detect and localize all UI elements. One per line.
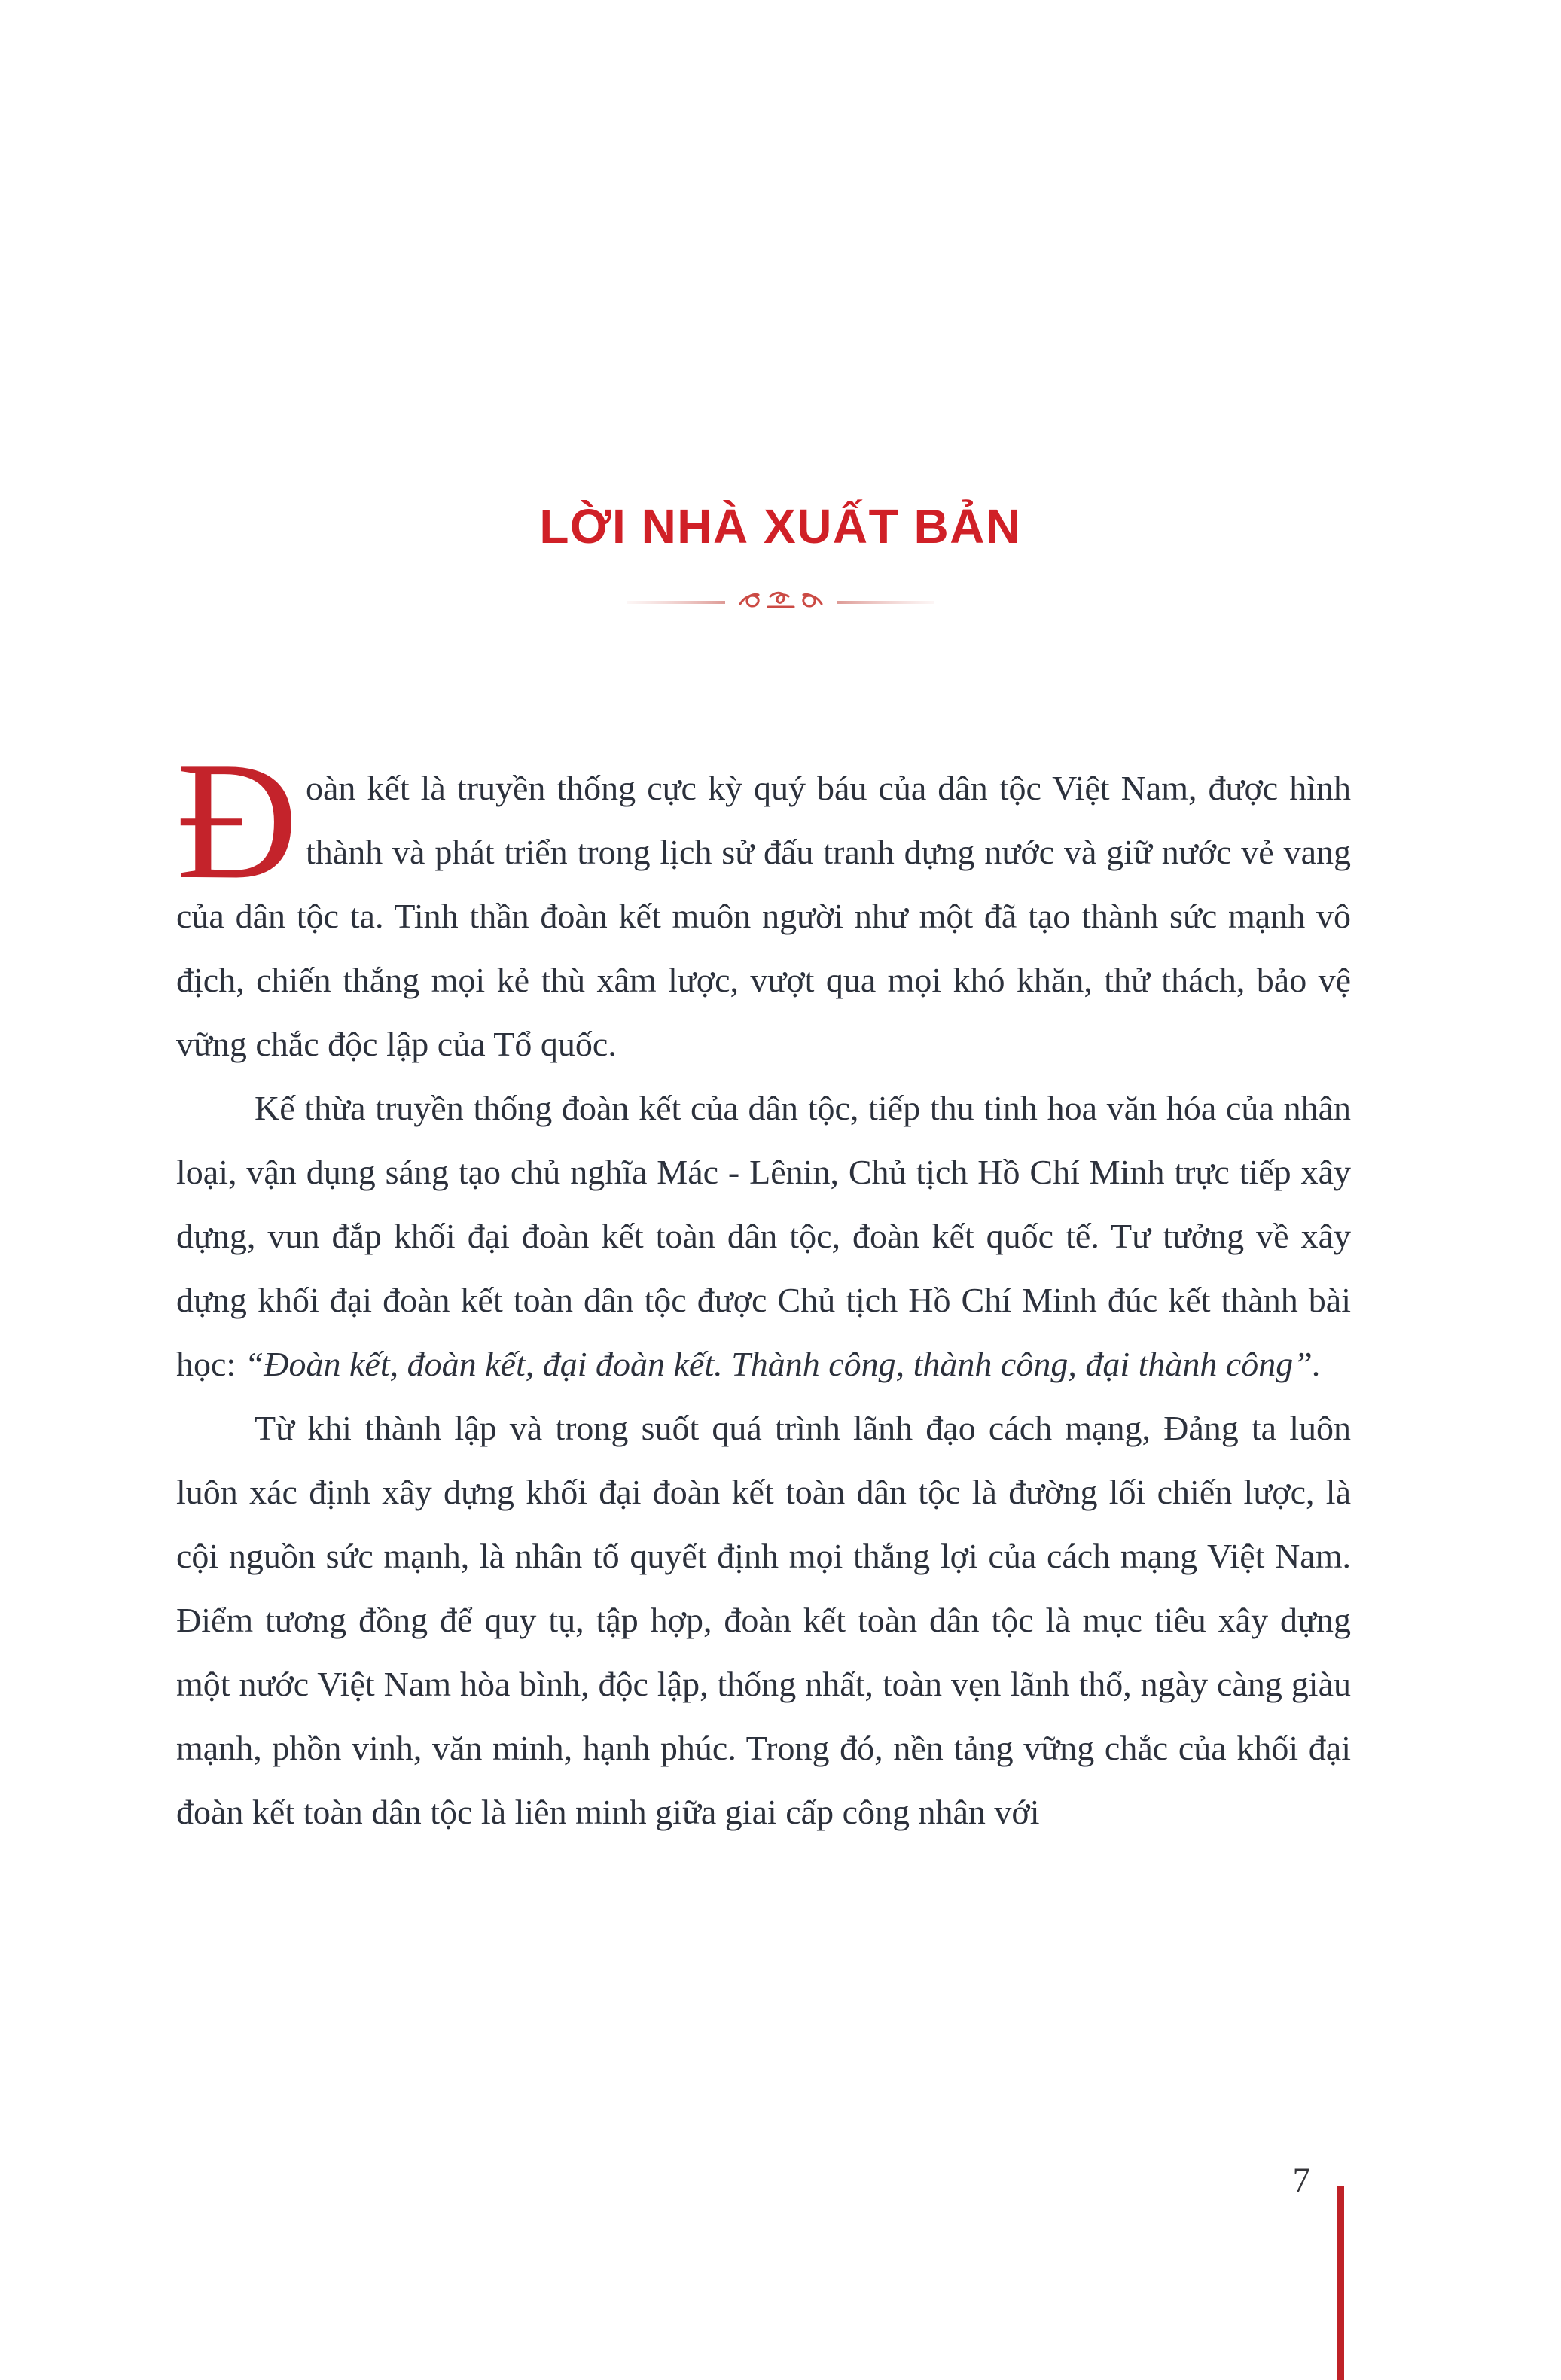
ornament-divider: [0, 584, 1561, 620]
page-title: LỜI NHÀ XUẤT BẢN: [539, 499, 1022, 553]
paragraph-3: Từ khi thành lập và trong suốt quá trình lãnh đạo cách mạng, Đảng ta luôn luôn xác định xây dựng khối đại đoàn kết toàn dân tộc là đường lối chiến lược, là cội nguồn sức mạnh, là nhân tố quyết định mọi thắng lợi của cách mạng Việt Nam. Điểm tương đồng để quy tụ, tập hợp, đoàn kết toàn dân tộc là mục tiêu xây dựng một nước Việt Nam hòa bình, độc lập, thống nhất, toàn vẹn lãnh thổ, ngày càng giàu mạnh, phồn vinh, văn minh, hạnh phúc. Trong đó, nền tảng vững chắc của khối đại đoàn kết toàn dân tộc là liên minh giữa giai cấp công nhân với: [176, 1409, 1351, 1831]
page-edge-bar: [1337, 2186, 1344, 2380]
body-text: [176, 727, 1351, 1844]
paragraph-2: [176, 1076, 1351, 1396]
paragraph-1: [176, 727, 1351, 1076]
scroll-ornament-icon: [623, 584, 939, 620]
page-number: 7: [1292, 2161, 1310, 2200]
paragraph-2-quote: “Đoàn kết, đoàn kết, đại đoàn kết. Thành công, thành công, đại thành công”.: [244, 1345, 1322, 1383]
paragraph-2-text: Kế thừa truyền thống đoàn kết của dân tộc, tiếp thu tinh hoa văn hóa của nhân loại, vận dụng sáng tạo chủ nghĩa Mác - Lênin, Chủ tịch Hồ Chí Minh trực tiếp xây dựng, vun đắp khối đại đoàn kết toàn dân tộc, đoàn kết quốc tế. Tư tưởng về xây dựng khối đại đoàn kết toàn dân tộc được Chủ tịch Hồ Chí Minh đúc kết thành bài học:: [176, 1089, 1351, 1383]
drop-cap: Đ: [176, 727, 298, 914]
paragraph-1-text: oàn kết là truyền thống cực kỳ quý báu của dân tộc Việt Nam, được hình thành và phát triển trong lịch sử đấu tranh dựng nước và giữ nước vẻ vang của dân tộc ta. Tinh thần đoàn kết muôn người như một đã tạo thành sức mạnh vô địch, chiến thắng mọi kẻ thù xâm lược, vượt qua mọi khó khăn, thử thách, bảo vệ vững chắc độc lập của Tổ quốc.: [176, 769, 1351, 1063]
